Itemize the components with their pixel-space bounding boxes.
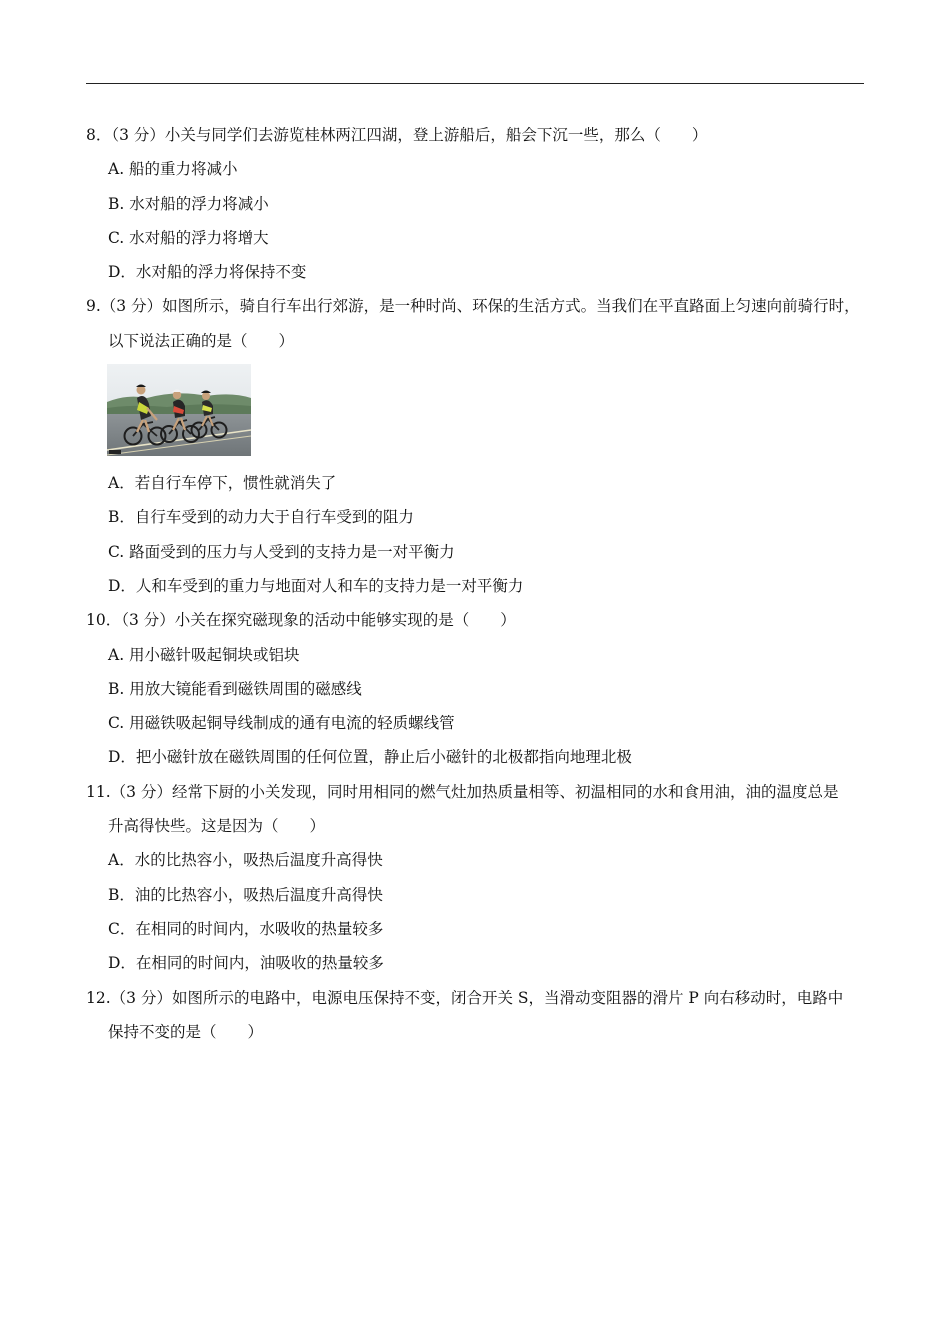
cyclists-figure [86,358,868,466]
cyclists-photo [107,364,251,456]
question-9-stem: 9.（3 分）如图所示，骑自行车出行郊游，是一种时尚、环保的生活方式。当我们在平直路面上匀速向前骑行时， [86,297,860,316]
question-11-stem-cont: 升高得快些。这是因为（ ） [108,817,326,836]
question-10-option-d: D．把小磁针放在磁铁周围的任何位置，静止后小磁针的北极都指向地理北极 [108,748,632,767]
question-9-option-a: A．若自行车停下，惯性就消失了 [108,474,337,493]
question-11-option-d: D．在相同的时间内，油吸收的热量较多 [108,954,384,973]
question-8-stem: 8．（3 分）小关与同学们去游览桂林两江四湖，登上游船后，船会下沉一些，那么（ ） [86,126,708,144]
question-12-stem-cont: 保持不变的是（ ） [108,1022,264,1041]
question-8-option-c: C. 水对船的浮力将增大 [108,228,269,247]
question-10-option-b: B. 用放大镜能看到磁铁周围的磁感线 [108,679,362,698]
question-8-option-b: B. 水对船的浮力将减小 [108,194,269,213]
question-10 [86,603,868,774]
question-8-option-d: D．水对船的浮力将保持不变 [108,263,307,282]
question-12 [86,981,868,1050]
question-8 [86,118,868,289]
question-9-option-d: D．人和车受到的重力与地面对人和车的支持力是一对平衡力 [108,576,524,595]
question-10-option-a: A. 用小磁针吸起铜块或铝块 [108,645,300,664]
question-11-option-c: C．在相同的时间内，水吸收的热量较多 [108,919,384,938]
question-11-option-b: B．油的比热容小，吸热后温度升高得快 [108,885,383,904]
question-9-option-b: B．自行车受到的动力大于自行车受到的阻力 [108,508,414,527]
header-rule [86,83,864,84]
question-11-stem: 11.（3 分）经常下厨的小关发现，同时用相同的燃气灶加热质量相等、初温相同的水和食用油，油的温度总是 [86,782,839,801]
question-list [86,118,868,1049]
question-9 [86,289,868,603]
question-8-option-a: A. 船的重力将减小 [108,160,238,179]
question-11 [86,775,868,981]
question-10-stem: 10．（3 分）小关在探究磁现象的活动中能够实现的是（ ） [86,611,516,630]
question-11-option-a: A．水的比热容小，吸热后温度升高得快 [108,851,383,870]
question-10-option-c: C. 用磁铁吸起铜导线制成的通有电流的轻质螺线管 [108,714,455,733]
question-9-stem-cont: 以下说法正确的是（ ） [108,331,295,350]
question-9-option-c: C. 路面受到的压力与人受到的支持力是一对平衡力 [108,542,455,561]
question-12-stem: 12.（3 分）如图所示的电路中，电源电压保持不变，闭合开关 S，当滑动变阻器的滑片 P 向右移动时，电路中 [86,988,844,1007]
